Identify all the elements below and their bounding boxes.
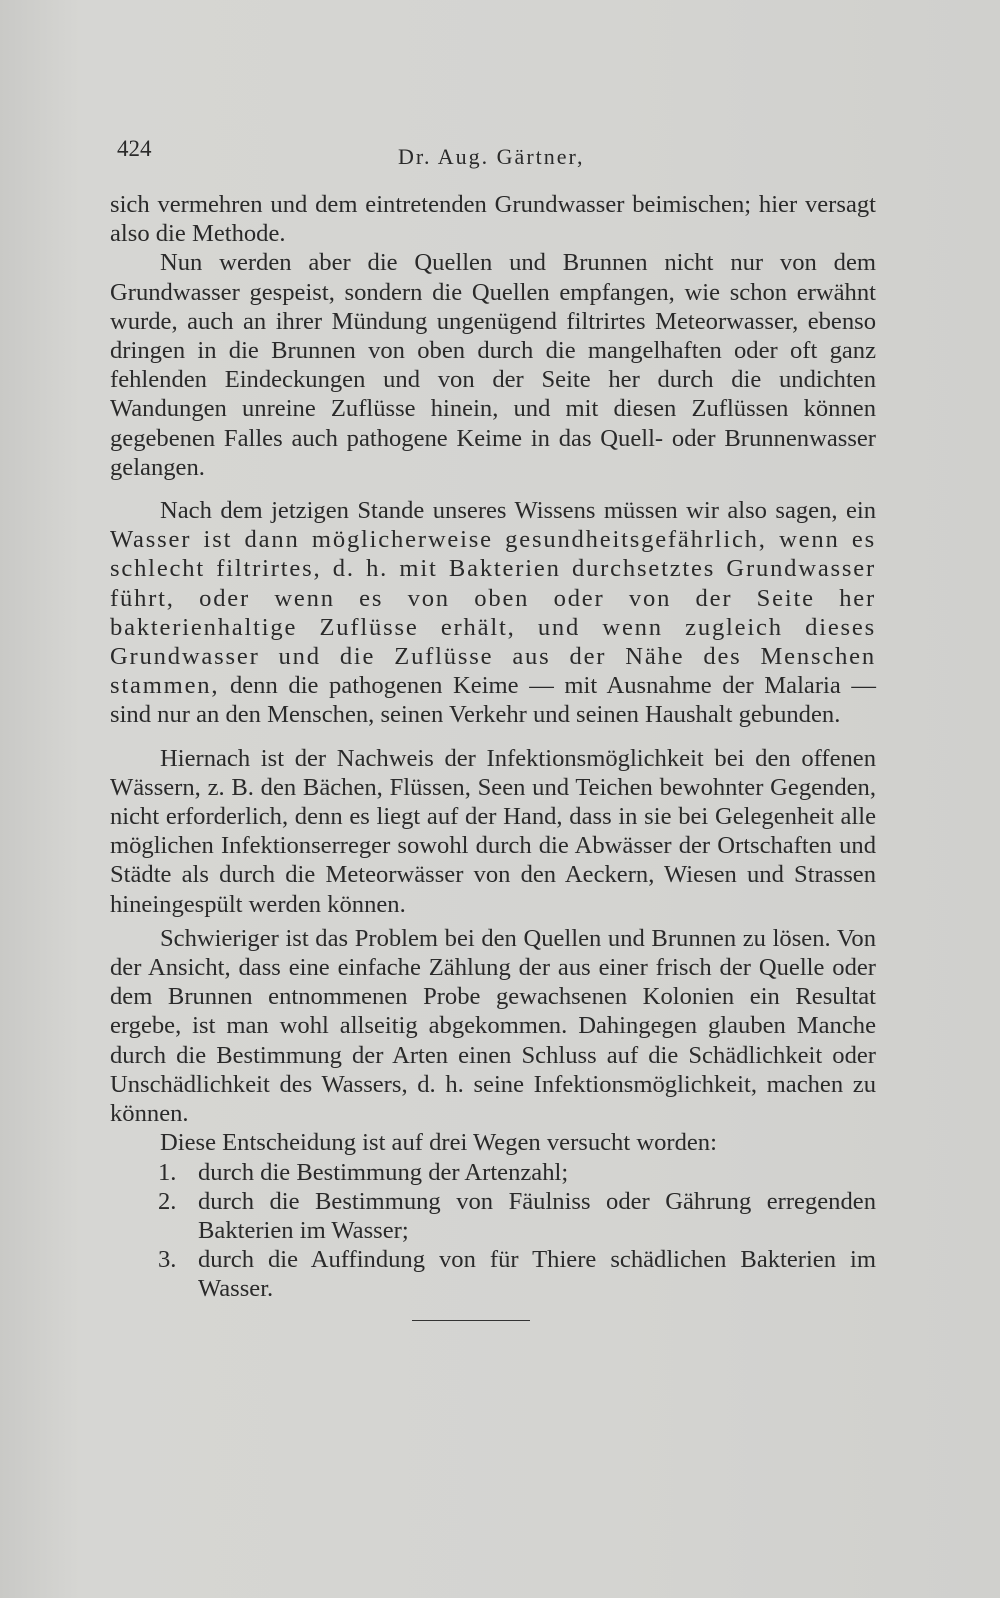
page-number: 424: [117, 136, 152, 161]
list-item: [110, 1245, 876, 1303]
list-item-text: durch die Bestimmung der Artenzahl;: [198, 1158, 569, 1186]
paragraph-4: Hiernach ist der Nachweis der Infektionsmöglichkeit bei den offenen Wässern, z. B. den Bächen, Flüssen, Seen und Teichen bewohnter Gegenden, nicht erforderlich, denn es liegt auf der Hand, dass in sie bei Gelegenheit alle möglichen Infektionserreger sowohl durch die Abwässer der Ortschaften und Städte als durch die Meteorwässer von den Aeckern, Wiesen und Strassen hineingespült werden können.: [110, 744, 876, 918]
paragraph-3: [110, 496, 876, 730]
body-text: [110, 190, 876, 1304]
list-item-text: durch die Bestimmung von Fäulniss oder Gährung erregenden Bakterien im Wasser;: [198, 1187, 876, 1244]
list-item-number: 1.: [158, 1158, 177, 1186]
paragraph-6: Diese Entscheidung ist auf drei Wegen versucht worden:: [160, 1129, 717, 1157]
list-item: [110, 1158, 876, 1187]
paragraph-3-end: denn die pathogenen Keime — mit Ausnahme der Malaria — sind nur an den Menschen, seinen Verkehr und seinen Haushalt gebunden.: [110, 672, 876, 729]
list-item-text: durch die Auffindung von für Thiere schädlichen Bakterien im Wasser.: [198, 1246, 876, 1303]
paragraph-1: sich vermehren und dem eintretenden Grundwasser beimischen; hier versagt also die Methode.: [110, 191, 876, 248]
list-item-number: 3.: [158, 1246, 177, 1274]
paragraph-3-emphasis: Wasser ist dann möglicherweise gesundheitsgefährlich, wenn es schlecht filtrirtes, d. h. mit Bakterien durchsetztes Grundwasser führt, oder wenn es von oben oder von der Seite her bakterienhaltige Zuflüsse erhält, und wenn zugleich dieses Grundwasser und die Zuflüsse aus der Nähe des Menschen stammen,: [110, 526, 876, 700]
paragraph-2: Nun werden aber die Quellen und Brunnen nicht nur von dem Grundwasser gespeist, sondern die Quellen empfangen, wie schon erwähnt wurde, auch an ihrer Mündung ungenügend filtrirtes Meteorwasser, ebenso dringen in die Brunnen von oben durch die mangelhaften oder oft ganz fehlenden Eindeckungen und von der Seite her durch die undichten Wandungen unreine Zuflüsse hinein, und mit diesen Zuflüssen können gegebenen Falles auch pathogene Keime in das Quell- oder Brunnenwasser gelangen.: [110, 249, 876, 481]
end-rule: [412, 1320, 530, 1321]
list-item-number: 2.: [158, 1187, 177, 1215]
running-head: Dr. Aug. Gärtner,: [398, 144, 585, 169]
paragraph-3-intro: Nach dem jetzigen Stande unseres Wissens müssen wir also sagen, ein: [160, 497, 876, 525]
list-item: [110, 1187, 876, 1245]
method-list: [110, 1158, 876, 1304]
paragraph-5: Schwieriger ist das Problem bei den Quellen und Brunnen zu lösen. Von der Ansicht, dass eine einfache Zählung der aus einer frisch der Quelle oder dem Brunnen entnommenen Probe gewachsenen Kolonien ein Resultat ergebe, ist man wohl allseitig abgekommen. Dahingegen glauben Manche durch die Bestimmung der Arten einen Schluss auf die Schädlichkeit oder Unschädlichkeit des Wassers, d. h. seine Infektionsmöglichkeit, machen zu können.: [110, 924, 876, 1128]
